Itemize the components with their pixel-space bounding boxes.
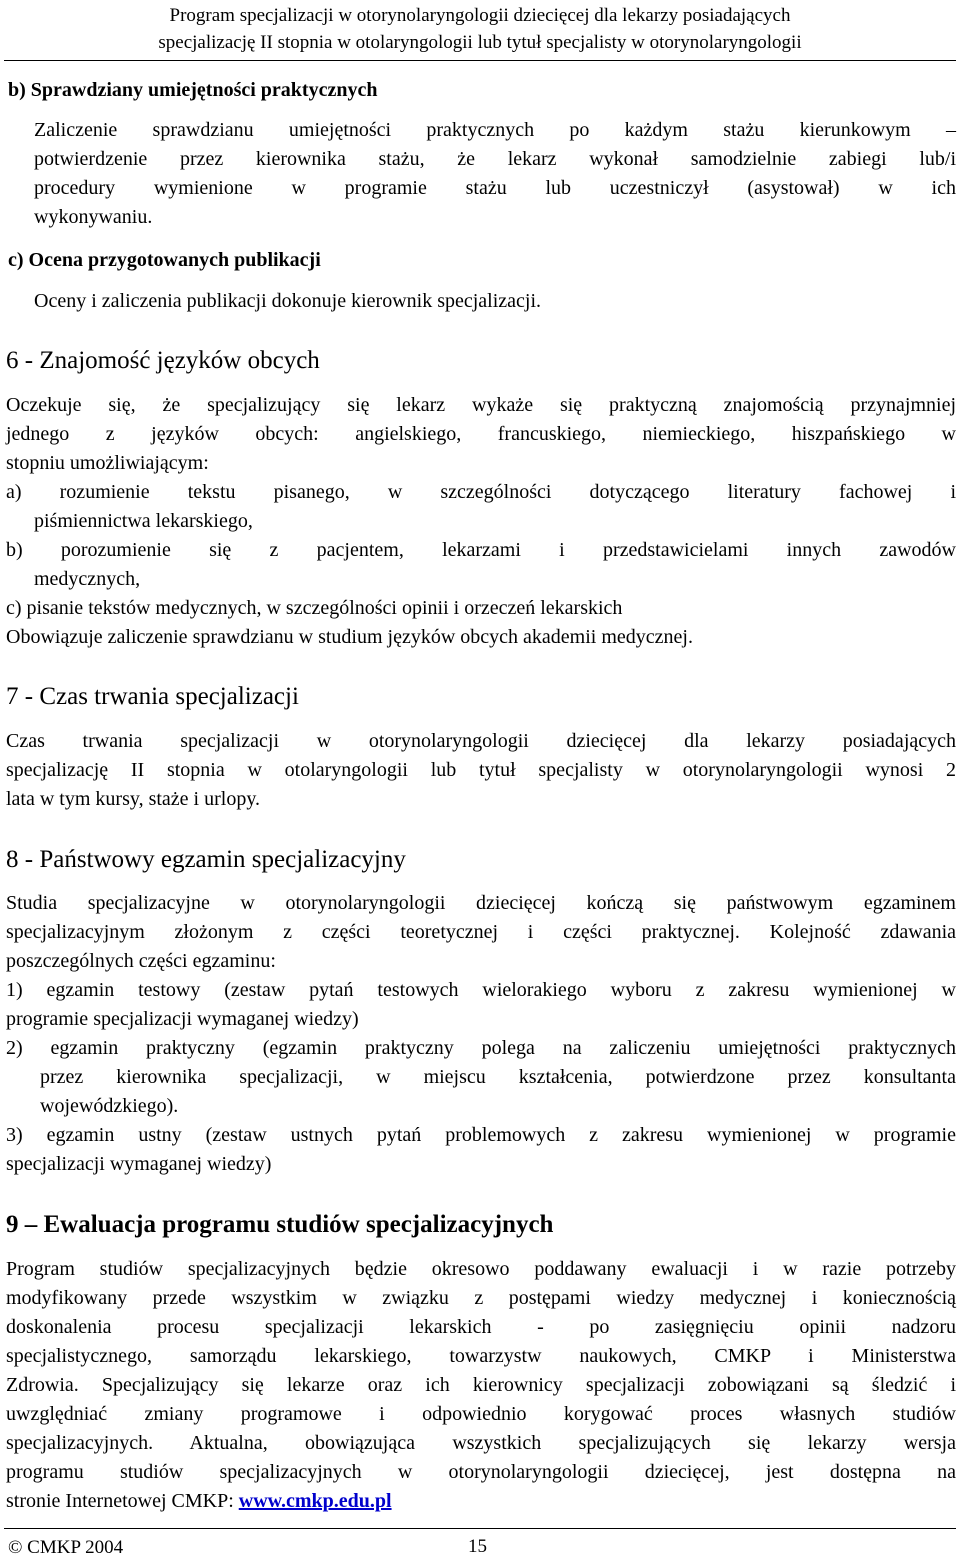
section-b-title: b) Sprawdziany umiejętności praktycznych — [8, 79, 378, 101]
cmkp-website-link[interactable]: www.cmkp.edu.pl — [238, 1490, 392, 1512]
text-line: Studia specjalizacyjne w otorynolaryngologii dziecięcej kończą się państwowym egzaminem — [6, 892, 956, 914]
section-c-title-text: c) Ocena przygotowanych publikacji — [8, 249, 321, 271]
text-line: Czas trwania specjalizacji w otorynolaryngologii dziecięcej dla lekarzy posiadających — [6, 730, 956, 752]
page-header — [0, 2, 960, 56]
section-7-heading: 7 - Czas trwania specjalizacji — [6, 683, 299, 710]
text-line: wykonywaniu. — [34, 206, 153, 228]
text-line: Oczekuje się, że specjalizujący się lekarz wykaże się praktyczną znajomością przynajmniej — [6, 394, 956, 416]
text-line: Oceny i zaliczenia publikacji dokonuje kierownik specjalizacji. — [34, 290, 542, 312]
text-line: poszczególnych części egzaminu: — [6, 950, 276, 972]
list-item-3: 3) egzamin ustny (zestaw ustnych pytań problemowych z zakresu wymienionej w programie — [6, 1124, 956, 1146]
list-item-a-cont: piśmiennictwa lekarskiego, — [34, 510, 253, 532]
text-line: modyfikowany przede wszystkim w związku z postępami wiedzy medycznej i koniecznością — [6, 1287, 956, 1309]
text-line: specjalistycznego, samorządu lekarskiego, towarzystw naukowych, CMKP i Ministerstwa — [6, 1345, 956, 1367]
section-8-paragraph — [6, 889, 956, 1179]
section-9-heading: 9 – Ewaluacja programu studiów specjalizacyjnych — [6, 1211, 554, 1238]
text-line: jednego z języków obcych: angielskiego, francuskiego, niemieckiego, hiszpańskiego w — [6, 423, 956, 445]
list-item-c: c) pisanie tekstów medycznych, w szczególności opinii i orzeczeń lekarskich — [6, 597, 623, 619]
text-line: programu studiów specjalizacyjnych w otorynolaryngologii dziecięcej, jest dostępna na — [6, 1461, 956, 1483]
list-item-a: a) rozumienie tekstu pisanego, w szczególności dotyczącego literatury fachowej i — [6, 481, 956, 503]
section-6-heading: 6 - Znajomość języków obcych — [6, 347, 320, 374]
text-line: specjalizacyjnych. Aktualna, obowiązująca wszystkich specjalizujących się lekarzy wersja — [6, 1432, 956, 1454]
list-item-2-cont: przez kierownika specjalizacji, w miejscu kształcenia, potwierdzone przez konsultanta — [40, 1066, 956, 1088]
footer-copyright: © CMKP 2004 — [8, 1537, 124, 1558]
list-item-2-cont: wojewódzkiego). — [40, 1095, 179, 1117]
link-prefix: stronie Internetowej CMKP: — [6, 1490, 239, 1512]
text-line: specjalizację II stopnia w otolaryngologii lub tytuł specjalisty w otorynolaryngologii wynosi 2 — [6, 759, 956, 781]
text-line: Obowiązuje zaliczenie sprawdzianu w studium języków obcych akademii medycznej. — [6, 626, 693, 648]
section-7-paragraph — [6, 727, 956, 814]
text-line-with-link — [6, 1487, 956, 1516]
section-b-paragraph — [34, 116, 956, 232]
text-line: specjalizacyjnym złożonym z części teoretycznej i części praktycznej. Kolejność zdawania — [6, 921, 956, 943]
section-c-paragraph — [34, 287, 956, 316]
list-item-2: 2) egzamin praktyczny (egzamin praktyczny polega na zaliczeniu umiejętności praktycznych — [6, 1037, 956, 1059]
text-line: Zaliczenie sprawdzianu umiejętności praktycznych po każdym stażu kierunkowym – — [34, 119, 956, 141]
text-line: potwierdzenie przez kierownika stażu, że lekarz wykonał samodzielnie zabiegi lub/i — [34, 148, 956, 170]
list-item-1-cont: programie specjalizacji wymaganej wiedzy) — [6, 1008, 359, 1030]
section-8-heading: 8 - Państwowy egzamin specjalizacyjny — [6, 846, 406, 873]
text-line: lata w tym kursy, staże i urlopy. — [6, 788, 261, 810]
header-line-1: Program specjalizacji w otorynolaryngologii dziecięcej dla lekarzy posiadających — [169, 5, 791, 26]
list-item-3-cont: specjalizacji wymaganej wiedzy) — [6, 1153, 272, 1175]
header-line-2: specjalizację II stopnia w otolaryngologii lub tytuł specjalisty w otorynolaryngologii — [158, 32, 802, 53]
text-line: Zdrowia. Specjalizujący się lekarze oraz ich kierownicy specjalizacji zobowiązani są śledzić i — [6, 1374, 956, 1396]
page-number: 15 — [468, 1536, 487, 1557]
list-item-b-cont: medycznych, — [34, 568, 141, 590]
text-line: stopniu umożliwiającym: — [6, 452, 209, 474]
text-line: uwzględniać zmiany programowe i odpowiednio korygować proces własnych studiów — [6, 1403, 956, 1425]
footer-divider — [4, 1528, 956, 1529]
text-line: doskonalenia procesu specjalizacji lekarskich - po zasięgnięciu opinii nadzoru — [6, 1316, 956, 1338]
list-item-b: b) porozumienie się z pacjentem, lekarzami i przedstawicielami innych zawodów — [6, 539, 956, 561]
section-6-paragraph — [6, 391, 956, 652]
section-9-paragraph — [6, 1255, 956, 1516]
text-line: procedury wymienione w programie stażu lub uczestniczył (asystował) w ich — [34, 177, 956, 199]
text-line: Program studiów specjalizacyjnych będzie okresowo poddawany ewaluacji i w razie potrzeby — [6, 1258, 956, 1280]
section-c-title — [8, 246, 321, 274]
list-item-1: 1) egzamin testowy (zestaw pytań testowych wielorakiego wyboru z zakresu wymienionej w — [6, 979, 956, 1001]
